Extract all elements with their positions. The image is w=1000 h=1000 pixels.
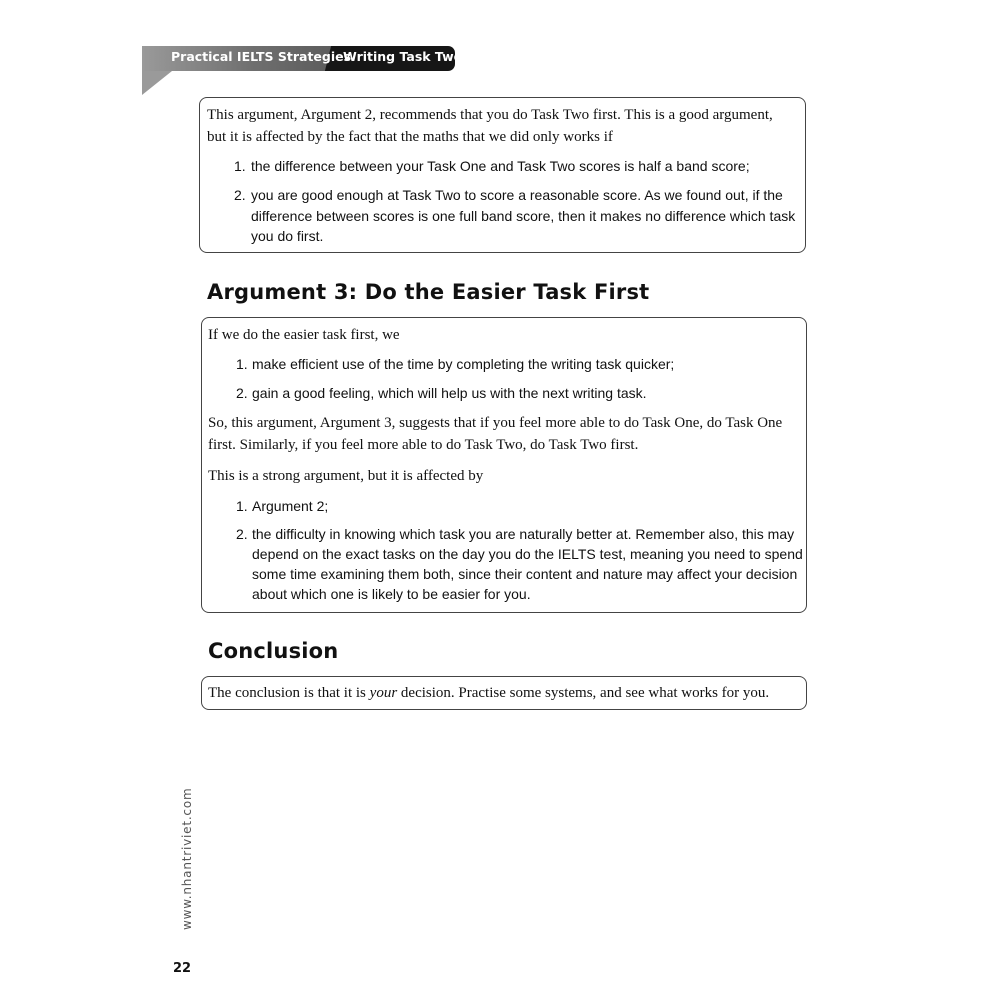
box1-intro-line2: but it is affected by the fact that the maths that we did only works if bbox=[207, 129, 613, 145]
arg3-paragraph-line2: first. Similarly, if you feel more able to do Task Two, do Task Two first. bbox=[208, 437, 639, 453]
header-section-title: Writing Task Two bbox=[343, 49, 463, 64]
arg3-paragraph2: This is a strong argument, but it is affected by bbox=[208, 468, 484, 484]
box1-intro-line1: This argument, Argument 2, recommends that you do Task Two first. This is a good argument, bbox=[207, 107, 773, 123]
website-watermark: www.nhantriviet.com bbox=[180, 787, 194, 930]
header-tail-decoration bbox=[142, 71, 172, 95]
argument3-box bbox=[201, 317, 807, 613]
conclusion-text-before: The conclusion is that it is bbox=[208, 685, 370, 701]
box1-item1-number: 1. bbox=[234, 158, 246, 174]
box1-item2-line1: you are good enough at Task Two to score a reasonable score. As we found out, if the bbox=[251, 187, 783, 203]
arg3-item1-number: 1. bbox=[236, 356, 248, 372]
arg3-item2-text: gain a good feeling, which will help us with the next writing task. bbox=[252, 385, 647, 401]
arg3-affect-item2-line2: depend on the exact tasks on the day you do the IELTS test, meaning you need to spend bbox=[252, 546, 803, 562]
running-header bbox=[142, 46, 463, 71]
arg3-paragraph-line1: So, this argument, Argument 3, suggests that if you feel more able to do Task One, do Task One bbox=[208, 415, 783, 431]
page-number: 22 bbox=[173, 961, 192, 976]
arg3-affect-item1-number: 1. bbox=[236, 498, 248, 514]
arg3-affect-item2-line4: about which one is likely to be easier for you. bbox=[252, 586, 531, 602]
conclusion-box bbox=[201, 676, 807, 710]
conclusion-text bbox=[208, 682, 769, 704]
arg3-affect-item1-text: Argument 2; bbox=[252, 498, 329, 514]
arg3-intro: If we do the easier task first, we bbox=[208, 327, 400, 343]
conclusion-emphasis: your bbox=[369, 685, 398, 701]
header-book-title: Practical IELTS Strategies bbox=[171, 49, 352, 64]
box1-item2-number: 2. bbox=[234, 187, 246, 203]
argument2-summary-box bbox=[199, 97, 806, 253]
arg3-affect-item2-number: 2. bbox=[236, 526, 248, 542]
box1-item2-line2: difference between scores is one full band score, then it makes no difference which task bbox=[251, 207, 796, 224]
arg3-affect-item2-line3: some time examining them both, since their content and nature may affect your decision bbox=[252, 566, 798, 582]
conclusion-text-after: decision. Practise some systems, and see what works for you. bbox=[397, 685, 770, 701]
arg3-item1-text: make efficient use of the time by completing the writing task quicker; bbox=[252, 356, 675, 372]
arg3-affect-item2-line1: the difficulty in knowing which task you are naturally better at. Remember also, this may bbox=[252, 526, 795, 542]
box1-item2-line3: you do first. bbox=[251, 228, 324, 244]
arg3-item2-number: 2. bbox=[236, 385, 248, 401]
box1-item1-text: the difference between your Task One and Task Two scores is half a band score; bbox=[251, 158, 750, 174]
conclusion-heading: Conclusion bbox=[208, 639, 339, 663]
argument3-heading: Argument 3: Do the Easier Task First bbox=[207, 280, 650, 304]
